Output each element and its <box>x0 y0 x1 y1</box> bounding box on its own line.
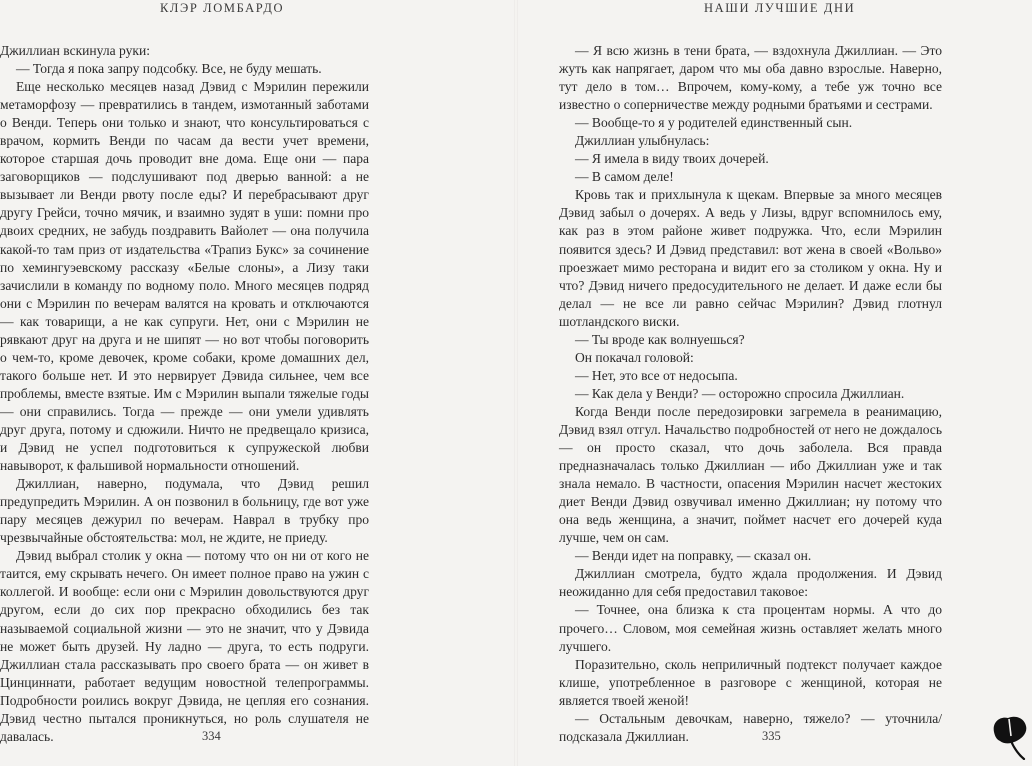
left-running-head: КЛЭР ЛОМБАРДО <box>160 1 285 15</box>
right-page-text <box>559 42 942 746</box>
right-paragraph-16: — Остальным девочкам, наверно, тяжело? — уточнила/подсказала Джиллиан. <box>559 710 942 744</box>
right-running-head: НАШИ ЛУЧШИЕ ДНИ <box>704 1 856 15</box>
left-page-text <box>0 42 369 746</box>
right-page <box>516 0 1032 766</box>
right-paragraph-8: Он покачал головой: <box>575 349 694 365</box>
left-paragraph-1: Джиллиан вскинула руки: <box>0 43 150 58</box>
right-paragraph-7: — Ты вроде как волнуешься? <box>575 331 745 347</box>
right-paragraph-11: Когда Венди после передозировки загремела в реанимацию, Дэвид взял отгул. Начальство подробностей от него не дождалось — он просто сказал, что дочь заболела. Вся правда предназначалась только Джиллиан — ибо Джиллиан уже и так знала немало. В частности, опасения Мэрилин насчет жестоких диет Венди Дэвид озвучивал именно Джиллиан; ну потому что она ведь женщина, а значит, поймет насчет его дочерей куда лучше, чем он сам. <box>559 403 942 546</box>
right-paragraph-6: Кровь так и прихлынула к щекам. Впервые за много месяцев Дэвид забыл о дочерях. А ведь у Лизы, вдруг вспомнилось ему, как раз в этом районе живет подружка. Что, если Мэрилин появится здесь? И Дэвид представил: вот жена в своей «Вольво» проезжает мимо ресторана и видит его за столиком у окна. Ну и что? Дэвид ничего предосудительного не делает. И даже если бы делал — не все ли равно сейчас Мэрилин? Дэвид глотнул шотландского виски. <box>559 187 942 329</box>
right-paragraph-2: — Вообще-то я у родителей единственный сын. <box>575 115 853 131</box>
left-page-number: 334 <box>202 729 221 743</box>
right-paragraph-15: Поразительно, сколь неприличный подтекст получает каждое клише, употребленное в разговоре с женщиной, которая не является твоей женой! <box>559 656 942 708</box>
ginkgo-leaf-icon <box>990 714 1030 760</box>
right-paragraph-10: — Как дела у Венди? — осторожно спросила Джиллиан. <box>575 385 905 401</box>
right-paragraph-1: — Я всю жизнь в тени брата, — вздохнула Джиллиан. — Это жуть как напрягает, даром что мы оба давно взрослые. Наверно, тут дело в том… Впрочем, кому-кому, а тебе уж точно все известно о соперничестве между родными братьями и сестрами. <box>559 43 942 113</box>
left-paragraph-3: Еще несколько месяцев назад Дэвид с Мэрилин пережили метаморфозу — превратились в тандем, измотанный заботами о Венди. Теперь они только и знают, что консультироваться с врачом, кормить Венди по часам да вести учет времени, которое старшая дочь проводит вне дома. Еще они — пара заговорщиков — подслушивают под дверью ванной: а не вызывает ли Венди рвоту после еды? И перебрасывают друг другу Грейси, точно мячик, и взаимно зудят в уши: помни про двоих средних, не забудь поздравить Вайолет — она получила какой-то там приз от издательства «Трапиз Букс» за сочинение по хемингуэевскому рассказу «Белые слоны», а Лизу таки зачислили в команду по водному поло. Много месяцев подряд они с Мэрилин по вечерам валятся на кровать и отключаются — как товарищи, а не как супруги. Нет, они с Мэрилин не рявкают друг на друга и не шипят — но вот чтобы поговорить о чем-то, кроме девочек, кроме собаки, кроме домашних дел, такого больше нет. И это нервирует Дэвида сильнее, чем все проблемы, вместе взятые. Им с Мэрилин выпали тяжелые годы — они справились. Тогда — прежде — они умели удивлять друг друга, потому и сдюжили. Ничто не предвещало кризиса, и Дэвид не успел подготовиться к супружеской любви навыворот, к фальшивой нормальности отношений. <box>0 79 369 474</box>
left-paragraph-5: Дэвид выбрал столик у окна — потому что он ни от кого не таится, ему скрывать нечего. Он имеет полное право на ужин с коллегой. И вообще: если они с Мэрилин довольствуются друг другом, если до сих пор прекрасно обходились без так называемой социальной жизни — это не значит, что у Дэвида не может быть друзей. Ну ладно — друга, то есть подруги. Джиллиан стала рассказывать про своего брата — он живет в Цинциннати, работает ведущим новостной телепрограммы. Подробности роились вокруг Дэвида, не цепляя его сознания. Дэвид честно пытался проникнуться, но роль слушателя не давалась. <box>0 548 369 744</box>
right-paragraph-13: Джиллиан смотрела, будто ждала продолжения. И Дэвид неожиданно для себя предоставил таковое: <box>559 566 942 600</box>
right-paragraph-4: — Я имела в виду твоих дочерей. <box>575 151 769 167</box>
right-paragraph-9: — Нет, это все от недосыпа. <box>575 367 738 383</box>
right-paragraph-5: — В самом деле! <box>575 169 674 185</box>
right-paragraph-12: — Венди идет на поправку, — сказал он. <box>575 548 812 564</box>
right-paragraph-3: Джиллиан улыбнулась: <box>575 133 710 149</box>
right-page-number: 335 <box>762 729 781 743</box>
left-paragraph-4: Джиллиан, наверно, подумала, что Дэвид решил предупредить Мэрилин. А он позвонил в больницу, где вот уже пару месяцев дежурил по вечерам. Наврал в трубку про чрезвычайные обстоятельства: мол, не ждите, не приеду. <box>0 476 369 546</box>
left-paragraph-2: — Тогда я пока запру подсобку. Все, не буду мешать. <box>16 61 322 77</box>
right-paragraph-14: — Точнее, она близка к ста процентам нормы. А что до прочего… Словом, моя семейная жизнь оставляет желать много лучшего. <box>559 602 942 654</box>
